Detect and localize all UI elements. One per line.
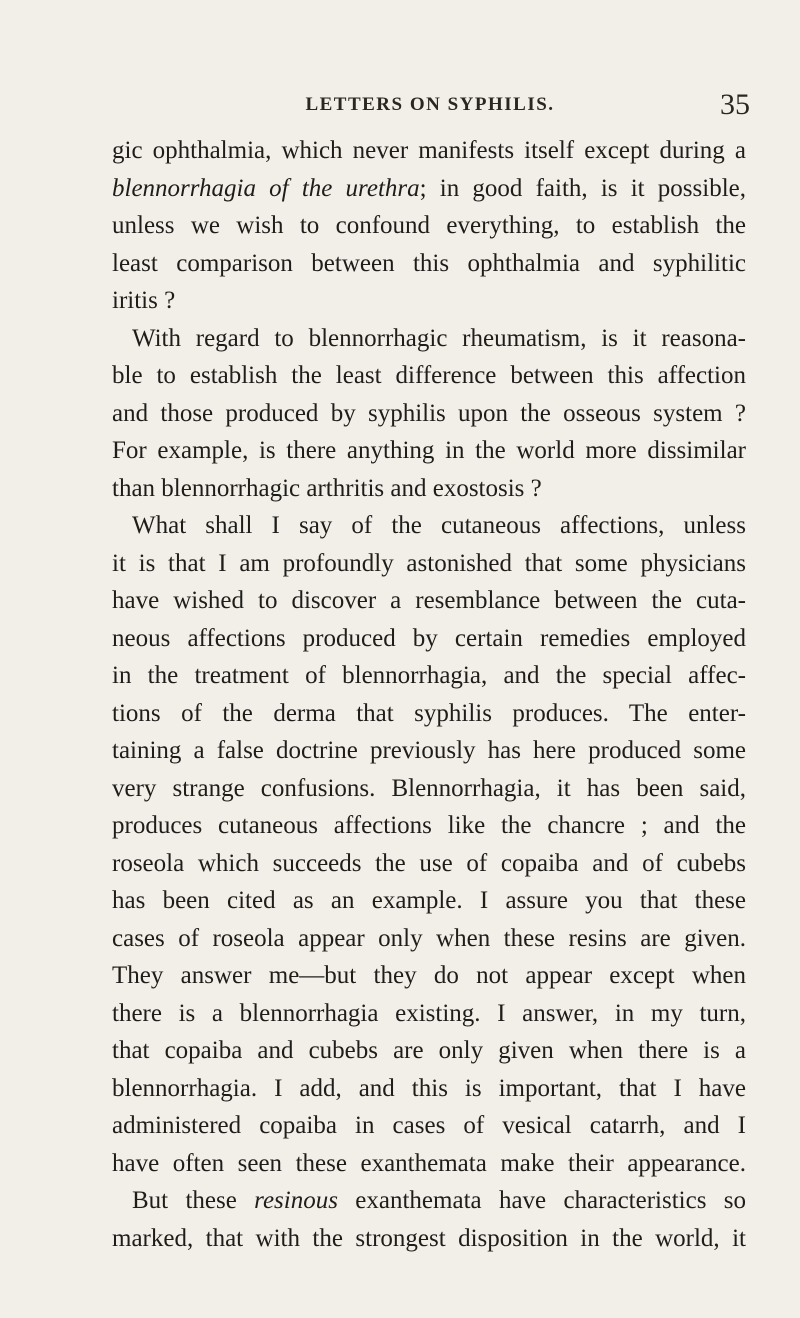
text-line: roseola which succeeds the use of copaiba and of cubebs [112, 849, 746, 877]
text-line: taining a false doctrine previously has here produced some [112, 737, 746, 764]
text-line [112, 1182, 746, 1220]
text-line: What shall I say of the cutaneous affections, unless [132, 512, 746, 539]
text-line: have wished to discover a resemblance between the cuta- [112, 587, 746, 614]
text-line: very strange confusions. Blennorrhagia, it has been said, [112, 774, 746, 802]
text-line: cases of roseola appear only when these resins are given. [112, 924, 746, 952]
text-line: in the treatment of blennorrhagia, and the special affec- [112, 662, 746, 689]
body-text [112, 132, 746, 1257]
text-line: gic ophthalmia, which never manifests itself except during a [112, 137, 746, 164]
text-line: administered copaiba in cases of vesical catarrh, and I [112, 1112, 746, 1139]
text-line: that copaiba and cubebs are only given when there is a [112, 1037, 746, 1064]
text-line: marked, that with the strongest disposition in the world, it [112, 1224, 746, 1252]
text-line: For example, is there anything in the world more dissimilar [112, 437, 746, 464]
text-line: iritis ? [112, 287, 176, 314]
page-number: 35 [720, 88, 750, 121]
text-fragment: exanthemata have characteristics so [337, 1187, 746, 1214]
text-line: unless we wish to confound everything, to establish the [112, 212, 746, 239]
text-line: tions of the derma that syphilis produces. The enter- [112, 699, 746, 727]
text-line: produces cutaneous affections like the chancre ; and the [112, 812, 746, 839]
text-line: has been cited as an example. I assure you that these [112, 887, 746, 914]
text-fragment: But these [132, 1187, 255, 1214]
text-line: They answer me—but they do not appear except when [112, 962, 746, 989]
text-line: and those produced by syphilis upon the osseous system ? [112, 399, 746, 427]
text-line: it is that I am profoundly astonished that some physicians [112, 549, 746, 577]
text-line: blennorrhagia. I add, and this is important, that I have [112, 1074, 746, 1102]
text-line [112, 170, 746, 208]
text-fragment: ; in good faith, is it possible, [419, 174, 747, 202]
text-line: have often seen these exanthemata make their appearance. [112, 1149, 746, 1177]
text-line: neous affections produced by certain remedies employed [112, 624, 746, 652]
text-line: ble to establish the least difference between this affection [112, 362, 746, 389]
text-line: there is a blennorrhagia existing. I answer, in my turn, [112, 999, 746, 1027]
running-head [110, 88, 750, 128]
running-title: LETTERS ON SYPHILIS. [305, 94, 555, 115]
text-line: With regard to blennorrhagic rheumatism, is it reasona- [132, 324, 746, 352]
text-line: least comparison between this ophthalmia and syphilitic [112, 249, 746, 277]
text-line: than blennorrhagic arthritis and exostosis ? [112, 474, 542, 502]
italic-phrase: blennorrhagia of the urethra [112, 174, 420, 202]
italic-word: resinous [254, 1187, 338, 1214]
